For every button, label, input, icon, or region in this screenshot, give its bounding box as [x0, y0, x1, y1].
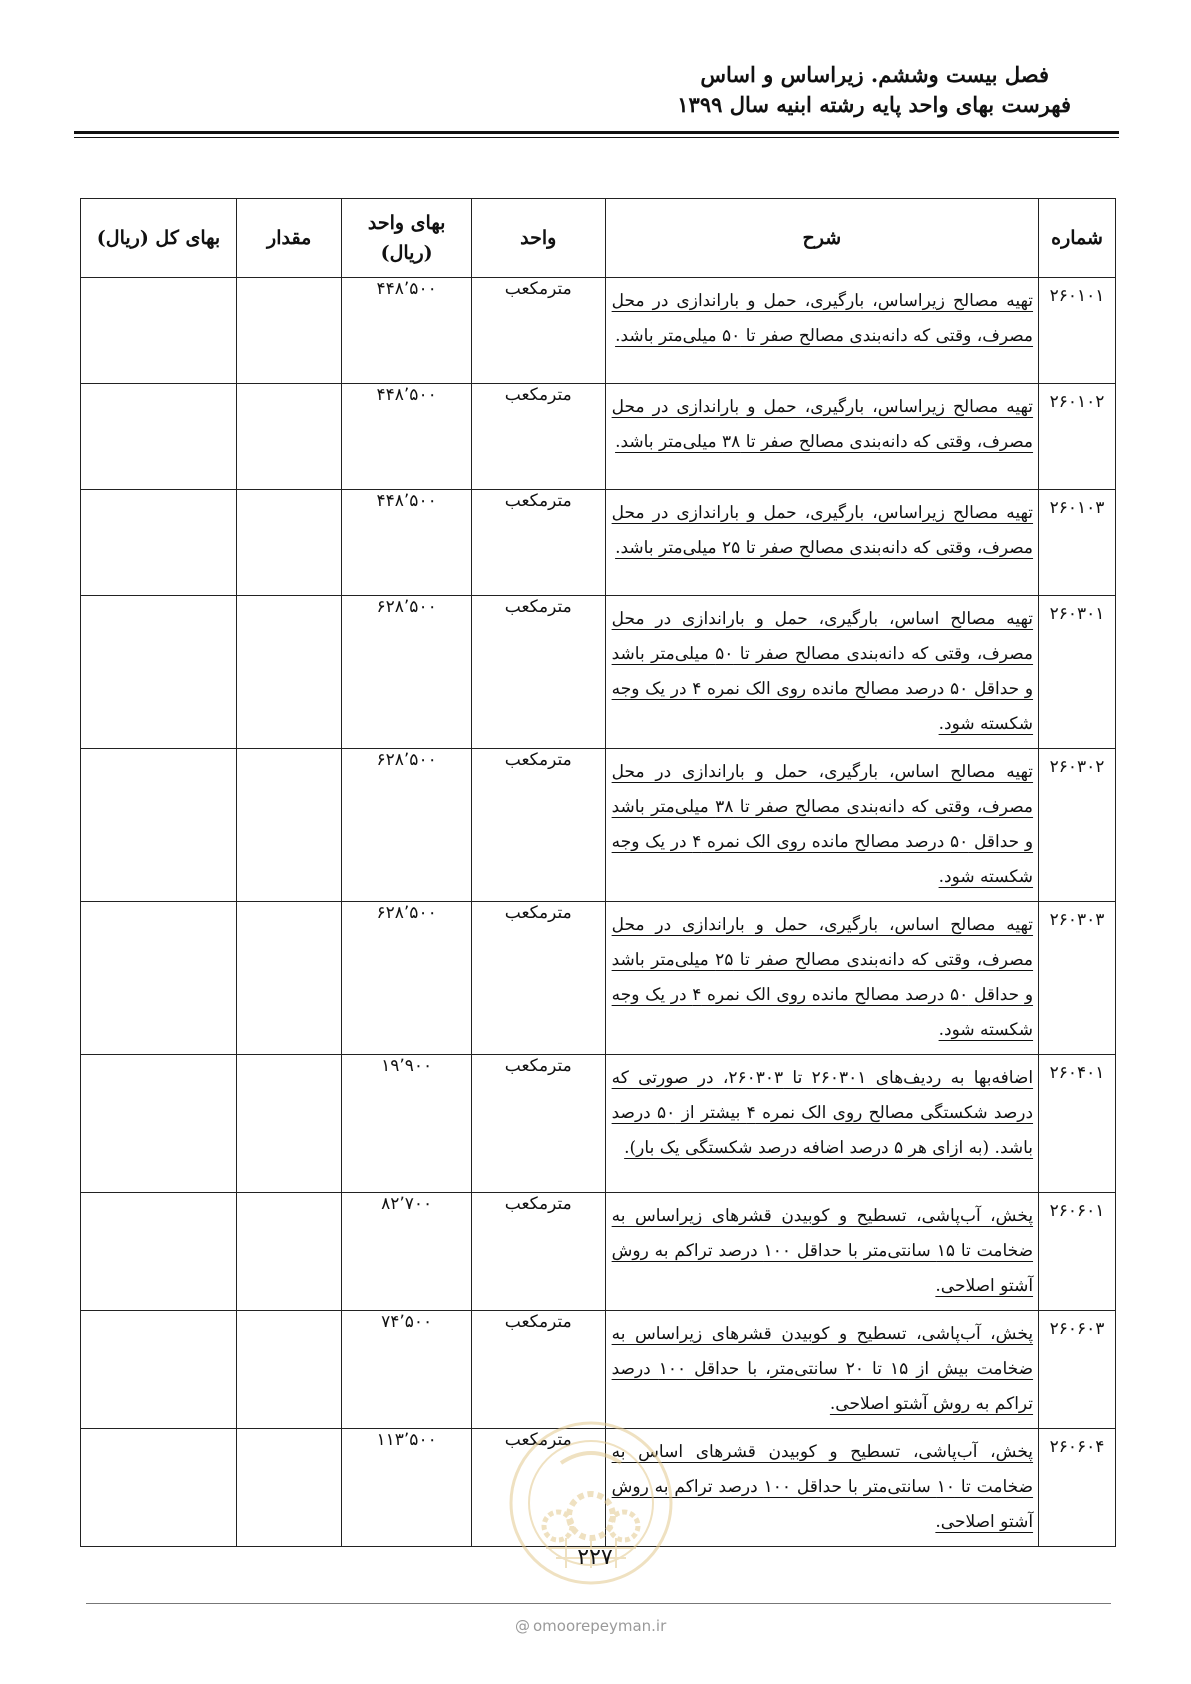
item-description-text: تهیه مصالح اساس، بارگیری، حمل و باراندازی در محل مصرف، وقتی که دانه‌بندی مصالح صفر تا ۵۰ میلی‌متر باشد و حداقل ۵۰ درصد مصالح مانده روی الک نمره ۴ در یک وجه شکسته شود.: [611, 609, 1034, 734]
item-description-text: تهیه مصالح اساس، بارگیری، حمل و باراندازی در محل مصرف، وقتی که دانه‌بندی مصالح صفر تا ۳۸ میلی‌متر باشد و حداقل ۵۰ درصد مصالح مانده روی الک نمره ۴ در یک وجه شکسته شود.: [611, 762, 1034, 887]
item-code: ۲۶۰۳۰۲: [1039, 749, 1116, 902]
item-total: [81, 490, 237, 596]
chapter-title: فصل بیست وششم. زیراساس و اساس: [700, 62, 1049, 87]
item-unit-price: ۶۲۸٬۵۰۰: [342, 902, 472, 1055]
col-description-header: شرح: [605, 199, 1038, 278]
item-quantity: [237, 490, 342, 596]
item-quantity: [237, 902, 342, 1055]
table-row: [81, 1193, 1116, 1311]
item-unit-price: ۴۴۸٬۵۰۰: [342, 490, 472, 596]
footer-rule: [86, 1603, 1111, 1604]
item-description-text: تهیه مصالح زیراساس، بارگیری، حمل و باراندازی در محل مصرف، وقتی که دانه‌بندی مصالح صفر تا ۳۸ میلی‌متر باشد.: [611, 397, 1034, 452]
col-unit-header: واحد: [471, 199, 605, 278]
item-quantity: [237, 1429, 342, 1547]
item-unit: مترمکعب: [471, 1429, 605, 1547]
table-row: [81, 902, 1116, 1055]
item-total: [81, 902, 237, 1055]
item-description-text: تهیه مصالح زیراساس، بارگیری، حمل و باراندازی در محل مصرف، وقتی که دانه‌بندی مصالح صفر تا ۵۰ میلی‌متر باشد.: [611, 291, 1034, 346]
item-unit-price: ۱۹٬۹۰۰: [342, 1055, 472, 1193]
item-unit: مترمکعب: [471, 1055, 605, 1193]
table-row: [81, 1311, 1116, 1429]
item-total: [81, 384, 237, 490]
item-description: [605, 749, 1038, 902]
item-description: [605, 278, 1038, 384]
header-rule-thin: [74, 137, 1119, 138]
item-total: [81, 1429, 237, 1547]
table-row: [81, 1055, 1116, 1193]
item-description: [605, 1055, 1038, 1193]
item-description-text: پخش، آب‌پاشی، تسطیح و کوبیدن قشرهای زیراساس به ضخامت بیش از ۱۵ تا ۲۰ سانتی‌متر، با حداقل ۱۰۰ درصد تراکم به روش آشتو اصلاحی.: [611, 1324, 1034, 1414]
item-unit-price: ۷۴٬۵۰۰: [342, 1311, 472, 1429]
item-description: [605, 902, 1038, 1055]
table-row: [81, 749, 1116, 902]
table-header-row: [81, 199, 1116, 278]
item-unit-price: ۴۴۸٬۵۰۰: [342, 384, 472, 490]
item-unit: مترمکعب: [471, 1193, 605, 1311]
item-unit: مترمکعب: [471, 749, 605, 902]
item-description-text: اضافه‌بها به ردیف‌های ۲۶۰۳۰۱ تا ۲۶۰۳۰۳، در صورتی که درصد شکستگی مصالح روی الک نمره ۴ بیشتر از ۵۰ درصد باشد. (به ازای هر ۵ درصد اضافه درصد شکستگی یک بار).: [611, 1068, 1034, 1158]
at-sign-icon: @: [515, 1617, 530, 1635]
item-total: [81, 1055, 237, 1193]
item-total: [81, 749, 237, 902]
item-unit: مترمکعب: [471, 384, 605, 490]
item-code: ۲۶۰۶۰۴: [1039, 1429, 1116, 1547]
table-row: [81, 384, 1116, 490]
page-header: [677, 60, 1071, 120]
item-code: ۲۶۰۳۰۱: [1039, 596, 1116, 749]
item-unit: مترمکعب: [471, 490, 605, 596]
item-description: [605, 596, 1038, 749]
col-total-header: بهای کل (ریال): [81, 199, 237, 278]
item-code: ۲۶۰۴۰۱: [1039, 1055, 1116, 1193]
item-total: [81, 278, 237, 384]
item-description-text: تهیه مصالح زیراساس، بارگیری، حمل و باراندازی در محل مصرف، وقتی که دانه‌بندی مصالح صفر تا ۲۵ میلی‌متر باشد.: [611, 503, 1034, 558]
item-code: ۲۶۰۶۰۱: [1039, 1193, 1116, 1311]
item-quantity: [237, 1311, 342, 1429]
item-quantity: [237, 749, 342, 902]
item-code: ۲۶۰۱۰۱: [1039, 278, 1116, 384]
item-description-text: پخش، آب‌پاشی، تسطیح و کوبیدن قشرهای زیراساس به ضخامت تا ۱۵ سانتی‌متر با حداقل ۱۰۰ درصد تراکم به روش آشتو اصلاحی.: [611, 1206, 1034, 1296]
item-unit: مترمکعب: [471, 902, 605, 1055]
item-unit-price: ۱۱۳٬۵۰۰: [342, 1429, 472, 1547]
item-code: ۲۶۰۳۰۳: [1039, 902, 1116, 1055]
item-unit-price: ۴۴۸٬۵۰۰: [342, 278, 472, 384]
table-row: [81, 596, 1116, 749]
item-quantity: [237, 596, 342, 749]
website-url: omoorepeyman.ir: [533, 1617, 667, 1635]
item-description-text: تهیه مصالح اساس، بارگیری، حمل و باراندازی در محل مصرف، وقتی که دانه‌بندی مصالح صفر تا ۲۵ میلی‌متر باشد و حداقل ۵۰ درصد مصالح مانده روی الک نمره ۴ در یک وجه شکسته شود.: [611, 915, 1034, 1040]
item-unit-price: ۶۲۸٬۵۰۰: [342, 596, 472, 749]
unit-price-header-line2: (ریال): [380, 242, 433, 264]
table-row: [81, 490, 1116, 596]
item-description: [605, 490, 1038, 596]
item-total: [81, 1311, 237, 1429]
item-unit-price: ۶۲۸٬۵۰۰: [342, 749, 472, 902]
price-list-title: فهرست بهای واحد پایه رشته ابنیه سال ۱۳۹۹: [677, 92, 1071, 117]
item-unit: مترمکعب: [471, 596, 605, 749]
item-description: [605, 1311, 1038, 1429]
unit-price-header-line1: بهای واحد: [367, 212, 446, 234]
item-code: ۲۶۰۱۰۳: [1039, 490, 1116, 596]
item-quantity: [237, 278, 342, 384]
item-unit: مترمکعب: [471, 278, 605, 384]
item-quantity: [237, 1055, 342, 1193]
item-unit: مترمکعب: [471, 1311, 605, 1429]
col-quantity-header: مقدار: [237, 199, 342, 278]
header-rule-thick: [74, 131, 1119, 134]
website-footer[interactable]: [515, 1617, 666, 1635]
item-quantity: [237, 1193, 342, 1311]
item-code: ۲۶۰۶۰۳: [1039, 1311, 1116, 1429]
page-number: ۲۲۷: [577, 1545, 613, 1570]
item-description: [605, 1193, 1038, 1311]
item-description-text: پخش، آب‌پاشی، تسطیح و کوبیدن قشرهای اساس به ضخامت تا ۱۰ سانتی‌متر با حداقل ۱۰۰ درصد تراکم به روش آشتو اصلاحی.: [611, 1442, 1034, 1532]
item-total: [81, 596, 237, 749]
price-table: [80, 198, 1116, 1547]
col-number-header: شماره: [1039, 199, 1116, 278]
item-unit-price: ۸۲٬۷۰۰: [342, 1193, 472, 1311]
item-quantity: [237, 384, 342, 490]
item-total: [81, 1193, 237, 1311]
item-code: ۲۶۰۱۰۲: [1039, 384, 1116, 490]
item-description: [605, 384, 1038, 490]
col-unit-price-header: [342, 199, 472, 278]
table-row: [81, 278, 1116, 384]
